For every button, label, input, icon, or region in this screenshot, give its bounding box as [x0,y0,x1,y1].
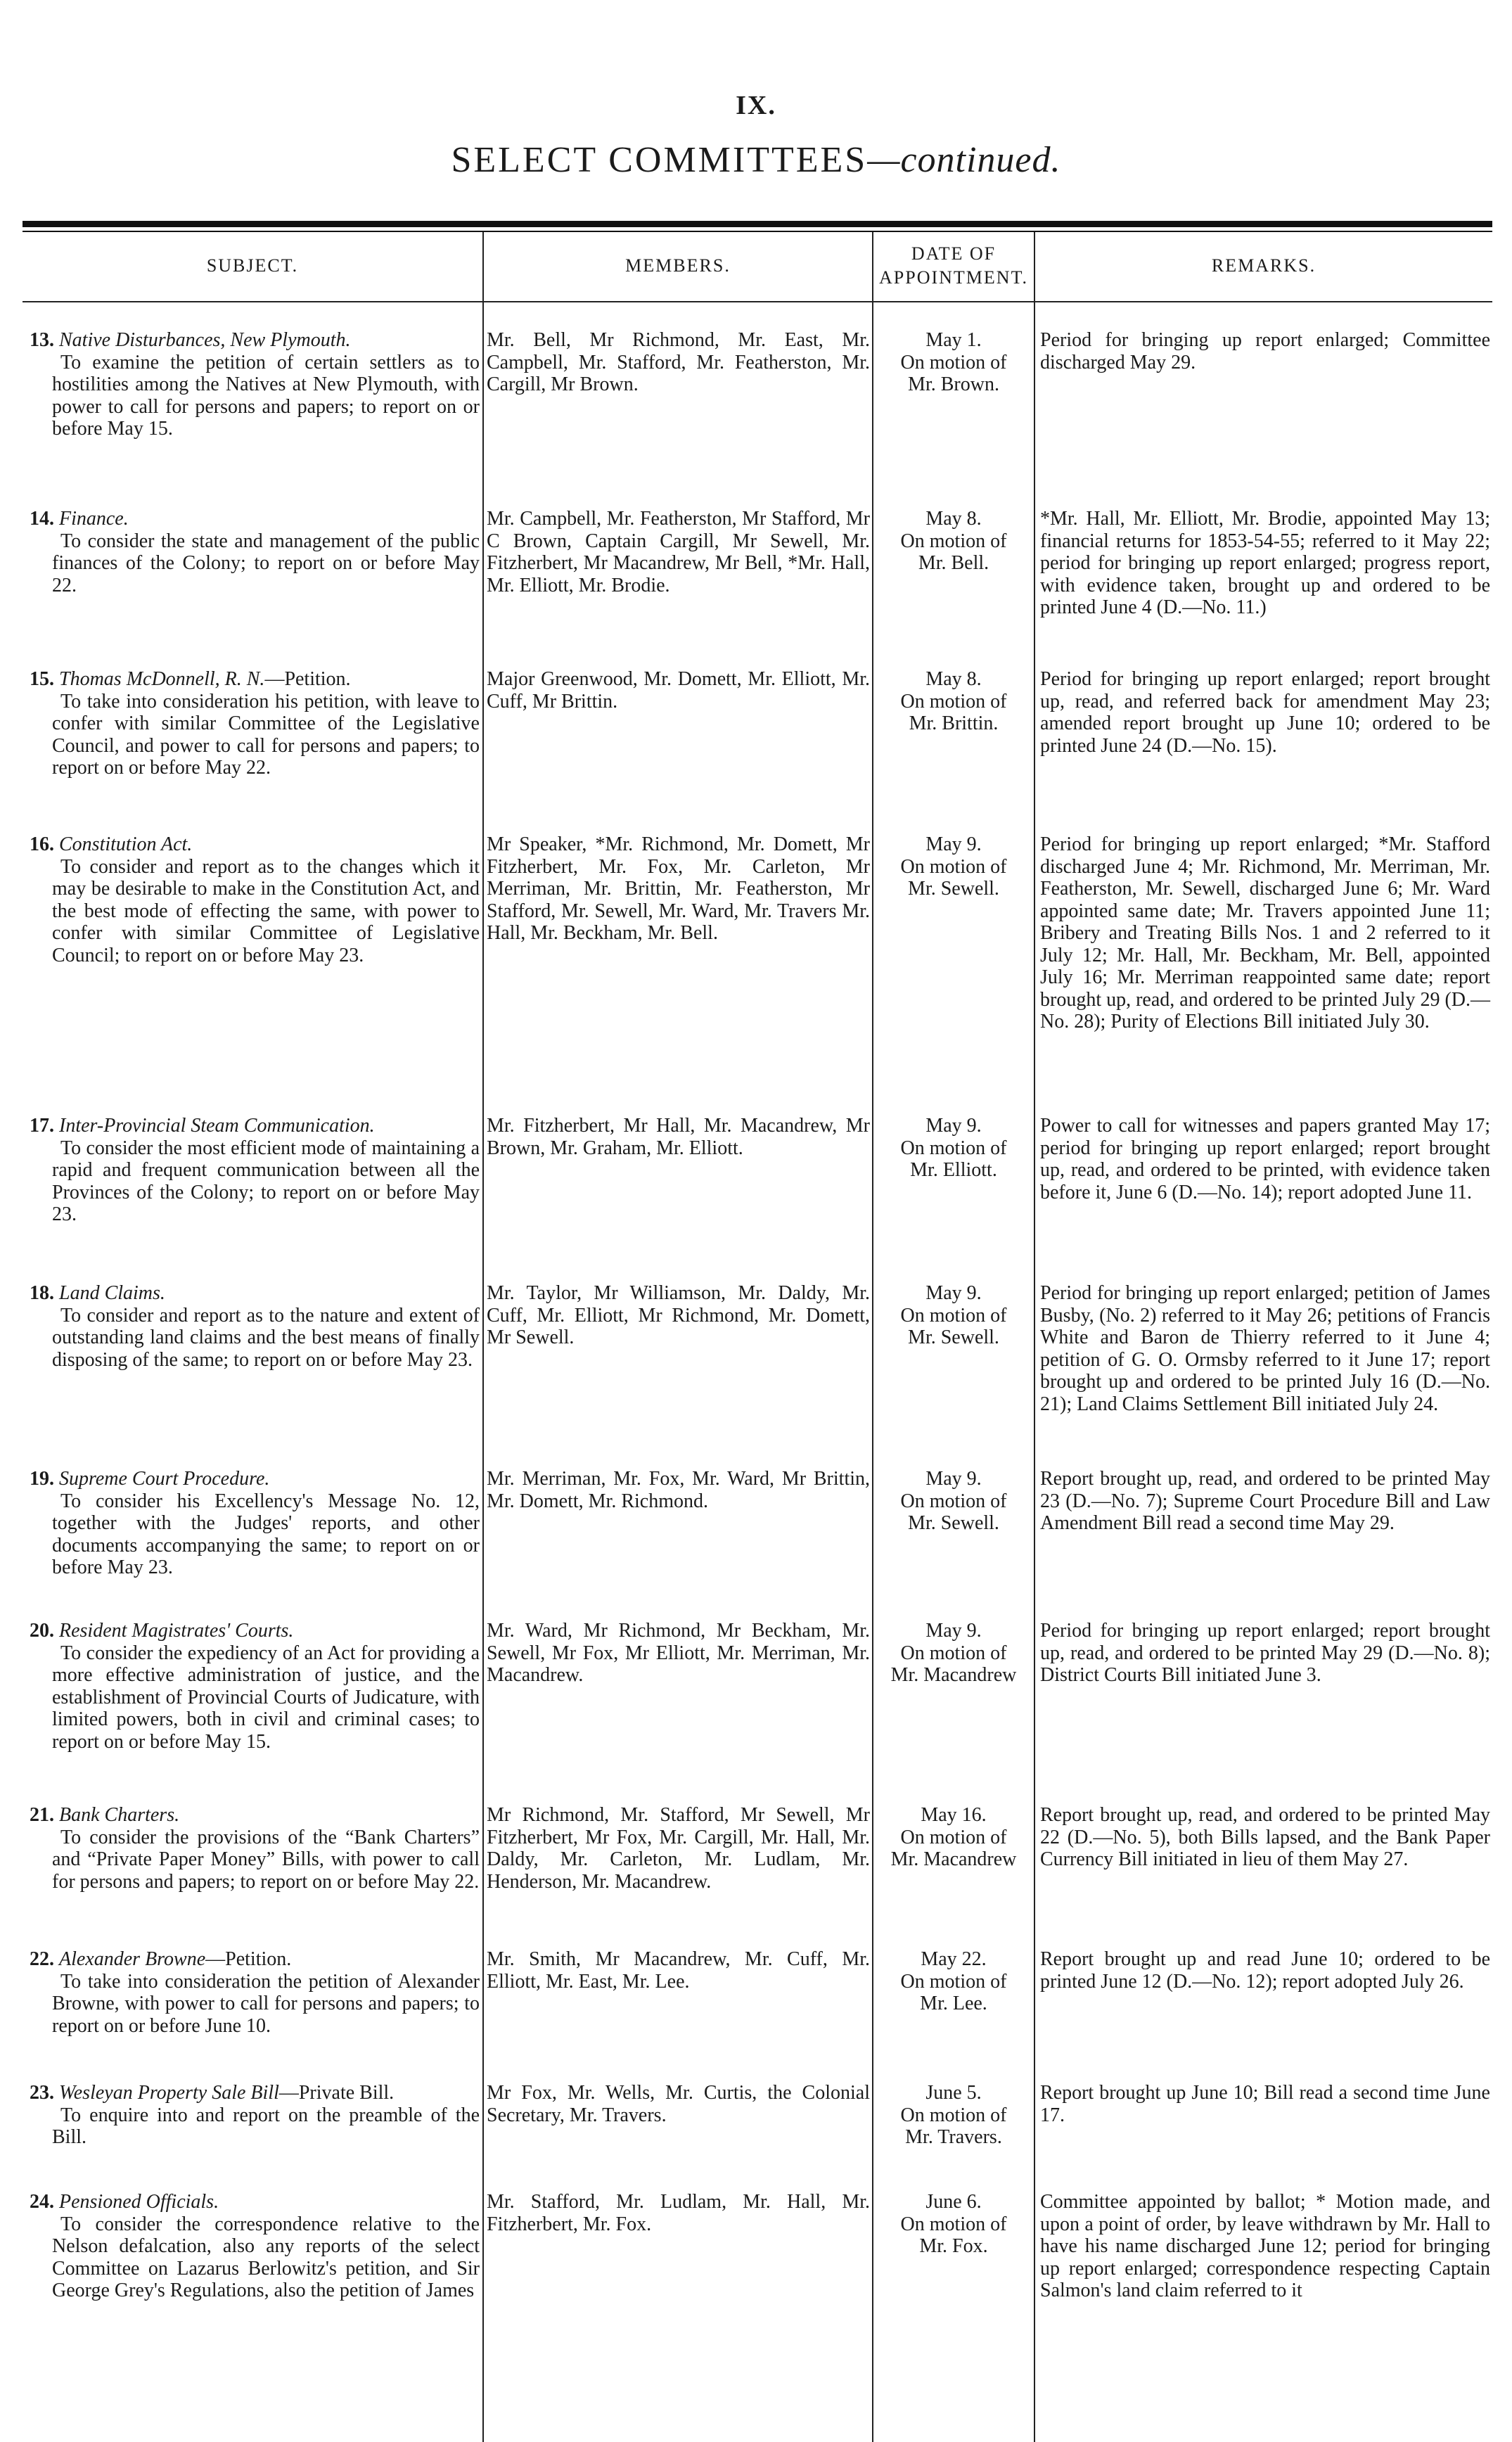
committee-number: 18. [30,1282,54,1304]
date-cell [877,668,1030,735]
motion-label: On motion of [900,855,1007,878]
committee-terms: To consider the provisions of the “Bank Charters” and “Private Paper Money” Bills, with power to call for persons and papers; to report on or before May 22. [52,1826,480,1893]
committee-title: Inter-Provincial Steam Communication. [59,1115,375,1137]
remarks-cell: Period for bringing up report enlarged; petition of James Busby, (No. 2) referred to it May 26; petitions of Francis White and Baron de Thierry referred to it June 4; petition of G. O. Ormsby referred to it June 17; report brought up and ordered to be printed July 16 (D.—No. 21); Land Claims Settlement Bill initiated July 24. [1040,1282,1490,1415]
date-cell [877,1468,1030,1535]
committee-title-suffix: —Petition. [264,668,351,690]
remarks-cell: Period for bringing up report enlarged; report brought up, read, and ordered to be printed May 29 (D.—No. 8); District Courts Bill initiated June 3. [1040,1620,1490,1686]
subject-heading [30,833,480,856]
committee-title: Supreme Court Procedure. [59,1468,270,1490]
motion-mover: Mr. Travers. [905,2126,1002,2148]
members-cell [487,329,870,396]
members-cell [487,1948,870,1993]
committee-terms: To examine the petition of certain settlers as to hostilities among the Natives at New Plymouth, with power to call for persons and papers; to report on or before May 15. [52,351,480,440]
motion-mover: Mr. Macandrew [890,1848,1017,1870]
subject-heading [30,1468,480,1490]
appointment-date: June 6. [925,2191,982,2213]
committee-terms: To consider and report as to the changes which it may be desirable to make in the Constitution Act, and the best mode of effecting the same, with power to confer with similar Committee of Legislative Council; to report on or before May 23. [52,855,480,966]
motion-label: On motion of [900,1490,1007,1512]
members-list: Mr. Bell, Mr Richmond, Mr. East, Mr. Campbell, Mr. Stafford, Mr. Featherston, Mr. Cargill, Mr Brown. [487,329,870,395]
remarks-cell: Period for bringing up report enlarged; report brought up, read, and referred back for amendment May 23; amended report brought up June 10; ordered to be printed June 24 (D.—No. 15). [1040,668,1490,757]
members-cell [487,508,870,596]
motion-label: On motion of [900,351,1007,373]
date-cell [877,508,1030,575]
remarks-cell: Power to call for witnesses and papers granted May 17; period for bringing up report enlarged; report brought up, read, and ordered to be printed, with evidence taken before it, June 6 (D.—No. 14); report adopted June 11. [1040,1115,1490,1203]
header-remarks: REMARKS. [1211,255,1316,276]
appointment-date: May 8. [925,668,982,690]
appointment-date: May 9. [925,833,982,855]
committee-number: 17. [30,1115,54,1137]
members-cell [487,1115,870,1159]
members-cell [487,1620,870,1687]
subject-cell [30,329,480,440]
appointment-date: May 1. [925,329,982,351]
committee-title: Native Disturbances, New Plymouth. [59,329,351,351]
motion-label: On motion of [900,1826,1007,1848]
title-rule-thick [23,221,1492,227]
committee-number: 19. [30,1468,54,1490]
members-cell [487,1804,870,1893]
committee-title: Resident Magistrates' Courts. [59,1620,294,1642]
header-rule [23,301,1492,302]
committee-terms: To consider the expediency of an Act for providing a more effective administration of justice, and the establishment of Provincial Courts of Judicature, with limited powers, both in civil and criminal cases; to report on or before May 15. [52,1642,480,1753]
column-divider [482,232,484,2442]
committee-number: 22. [30,1948,54,1970]
committee-number: 15. [30,668,54,690]
motion-mover: Mr. Bell. [918,552,989,574]
subject-cell [30,1804,480,1893]
appointment-date: May 9. [925,1468,982,1490]
subject-cell [30,833,480,966]
date-cell [877,329,1030,396]
motion-mover: Mr. Brittin. [909,712,999,734]
subject-heading [30,1620,480,1642]
subject-heading [30,1282,480,1305]
committee-number: 20. [30,1620,54,1642]
members-cell [487,2082,870,2126]
header-members: MEMBERS. [625,255,731,276]
header-subject: SUBJECT. [206,255,299,276]
members-cell [487,1282,870,1349]
committee-number: 16. [30,833,54,855]
motion-mover: Mr. Lee. [920,1993,987,2014]
committee-terms: To take into consideration the petition of Alexander Browne, with power to call for persons and papers; to report on or before June 10. [52,1970,480,2037]
subject-cell [30,2082,480,2149]
column-divider [872,232,873,2442]
members-list: Major Greenwood, Mr. Domett, Mr. Elliott, Mr. Cuff, Mr Brittin. [487,668,870,712]
members-list: Mr Fox, Mr. Wells, Mr. Curtis, the Colonial Secretary, Mr. Travers. [487,2082,870,2126]
committee-terms: To consider and report as to the nature and extent of outstanding land claims and the best means of finally disposing of the same; to report on or before May 23. [52,1304,480,1371]
appointment-date: May 9. [925,1620,982,1642]
members-cell [487,1468,870,1512]
committee-terms: To consider the most efficient mode of maintaining a rapid and frequent communication between all the Provinces of the Colony; to report on or before May 23. [52,1137,480,1225]
appointment-date: June 5. [925,2082,982,2104]
remarks-cell: Report brought up, read, and ordered to be printed May 22 (D.—No. 5), both Bills lapsed, and the Bank Paper Currency Bill initiated in lieu of them May 27. [1040,1804,1490,1870]
subject-heading [30,1948,480,1971]
motion-label: On motion of [900,1137,1007,1159]
subject-heading [30,1115,480,1137]
committee-title: Pensioned Officials. [59,2191,219,2213]
members-list: Mr. Stafford, Mr. Ludlam, Mr. Hall, Mr. Fitzherbert, Mr. Fox. [487,2191,870,2235]
motion-label: On motion of [900,530,1007,552]
appointment-date: May 22. [921,1948,987,1970]
committee-terms: To enquire into and report on the preamble of the Bill. [52,2104,480,2148]
date-cell [877,1620,1030,1687]
remarks-cell: Report brought up and read June 10; ordered to be printed June 12 (D.—No. 12); report adopted July 26. [1040,1948,1490,1993]
subject-cell [30,508,480,596]
committee-title: Land Claims. [59,1282,165,1304]
appointment-date: May 9. [925,1115,982,1137]
committee-number: 14. [30,508,54,530]
date-cell [877,1115,1030,1182]
committee-title: Constitution Act. [59,833,193,855]
subject-heading [30,668,480,691]
page-number: IX. [736,91,776,120]
title-main: SELECT COMMITTEES [451,140,868,180]
members-list: Mr. Merriman, Mr. Fox, Mr. Ward, Mr Brittin, Mr. Domett, Mr. Richmond. [487,1468,870,1512]
committee-terms: To consider the state and management of the public finances of the Colony; to report on or before May 22. [52,530,480,596]
subject-cell [30,668,480,779]
subject-heading [30,2082,480,2104]
motion-label: On motion of [900,1304,1007,1327]
motion-mover: Mr. Sewell. [908,1327,999,1348]
date-cell [877,2191,1030,2258]
committee-title: Bank Charters. [59,1804,180,1826]
column-divider [1034,232,1035,2442]
motion-mover: Mr. Brown. [908,373,999,395]
committee-number: 23. [30,2082,54,2104]
motion-mover: Mr. Elliott. [910,1159,997,1181]
subject-cell [30,2191,480,2302]
appointment-date: May 16. [921,1804,987,1826]
remarks-cell: Committee appointed by ballot; * Motion made, and upon a point of order, by leave withdrawn by Mr. Hall to have his name discharged June 12; period for bringing up report enlarged; correspondence respecting Captain Salmon's land claim referred to it [1040,2191,1490,2301]
motion-mover: Mr. Sewell. [908,1512,999,1534]
subject-cell [30,1115,480,1226]
subject-cell [30,1948,480,2037]
title-continued: —continued. [867,140,1061,180]
committee-terms: To consider his Excellency's Message No. 12, together with the Judges' reports, and other documents accompanying the same; to report on or before May 23. [52,1490,480,1578]
committee-number: 13. [30,329,54,351]
date-cell [877,1948,1030,2015]
subject-heading [30,1804,480,1827]
committee-title-suffix: —Petition. [205,1948,292,1970]
members-list: Mr Richmond, Mr. Stafford, Mr Sewell, Mr Fitzherbert, Mr Fox, Mr. Cargill, Mr. Hall, Mr. Daldy, Mr. Carleton, Mr. Ludlam, Mr. Henderson, Mr. Macandrew. [487,1804,870,1893]
committee-terms: To consider the correspondence relative to the Nelson defalcation, also any reports of the select Committee on Lazarus Berlowitz's petition, and Sir George Grey's Regulations, also the petition of James [52,2213,480,2301]
motion-label: On motion of [900,1970,1007,1993]
subject-cell [30,1620,480,1753]
motion-label: On motion of [900,1642,1007,1664]
members-list: Mr. Taylor, Mr Williamson, Mr. Daldy, Mr. Cuff, Mr. Elliott, Mr Richmond, Mr. Domett, Mr Sewell. [487,1282,870,1348]
committee-title-suffix: —Private Bill. [278,2082,395,2104]
committee-title: Wesleyan Property Sale Bill [59,2082,279,2104]
motion-mover: Mr. Macandrew [890,1664,1017,1686]
committee-number: 21. [30,1804,54,1826]
members-list: Mr. Smith, Mr Macandrew, Mr. Cuff, Mr. Elliott, Mr. East, Mr. Lee. [487,1948,870,1993]
appointment-date: May 9. [925,1282,982,1304]
remarks-cell: Period for bringing up report enlarged; *Mr. Stafford discharged June 4; Mr. Richmond, Mr. Merriman, Mr. Featherston, Mr. Sewell, discharged June 6; Mr. Ward appointed same date; Mr. Travers appointed June 11; Bribery and Treating Bills Nos. 1 and 2 referred to it July 12; Mr. Hall, Mr. Beckham, Mr. Bell, appointed July 16; Mr. Merriman reappointed same date; report brought up, read, and ordered to be printed July 29 (D.—No. 28); Purity of Elections Bill initiated July 30. [1040,833,1490,1033]
header-date: DATE OF APPOINTMENT. [879,243,1029,288]
remarks-cell: Report brought up, read, and ordered to be printed May 23 (D.—No. 7); Supreme Court Procedure Bill and Law Amendment Bill read a second time May 29. [1040,1468,1490,1534]
members-list: Mr. Ward, Mr Richmond, Mr Beckham, Mr. Sewell, Mr Fox, Mr Elliott, Mr. Merriman, Mr. Macandrew. [487,1620,870,1686]
members-list: Mr. Fitzherbert, Mr Hall, Mr. Macandrew, Mr Brown, Mr. Graham, Mr. Elliott. [487,1115,870,1159]
subject-heading [30,329,480,352]
members-list: Mr. Campbell, Mr. Featherston, Mr Stafford, Mr C Brown, Captain Cargill, Mr Sewell, Mr. Fitzherbert, Mr Macandrew, Mr Bell, *Mr. Hall, Mr. Elliott, Mr. Brodie. [487,508,870,596]
date-cell [877,2082,1030,2149]
motion-label: On motion of [900,2104,1007,2126]
page-title [0,139,1512,181]
date-cell [877,1282,1030,1349]
date-cell [877,1804,1030,1871]
remarks-cell: Report brought up June 10; Bill read a second time June 17. [1040,2082,1490,2126]
subject-heading [30,508,480,530]
motion-label: On motion of [900,690,1007,712]
subject-cell [30,1468,480,1579]
motion-mover: Mr. Sewell. [908,878,999,900]
members-cell [487,2191,870,2235]
committee-title: Alexander Browne [59,1948,206,1970]
subject-cell [30,1282,480,1371]
committee-title: Thomas McDonnell, R. N. [59,668,265,690]
appointment-date: May 8. [925,508,982,530]
motion-mover: Mr. Fox. [919,2235,988,2257]
date-cell [877,833,1030,900]
members-cell [487,833,870,945]
remarks-cell: *Mr. Hall, Mr. Elliott, Mr. Brodie, appointed May 13; financial returns for 1853-54-55; referred to it May 22; period for bringing up report enlarged; progress report, with evidence taken, brought up and ordered to be printed June 4 (D.—No. 11.) [1040,508,1490,618]
motion-label: On motion of [900,2213,1007,2235]
committee-title: Finance. [59,508,129,530]
remarks-cell: Period for bringing up report enlarged; Committee discharged May 29. [1040,329,1490,373]
committee-terms: To take into consideration his petition, with leave to confer with similar Committee of the Legislative Council, and power to call for persons and papers; to report on or before May 22. [52,690,480,779]
committee-number: 24. [30,2191,54,2213]
members-cell [487,668,870,712]
members-list: Mr Speaker, *Mr. Richmond, Mr. Domett, Mr Fitzherbert, Mr. Fox, Mr. Carleton, Mr Merriman, Mr. Brittin, Mr. Featherston, Mr Stafford, Mr. Sewell, Mr. Ward, Mr. Travers Mr. Hall, Mr. Beckham, Mr. Bell. [487,833,870,944]
subject-heading [30,2191,480,2213]
